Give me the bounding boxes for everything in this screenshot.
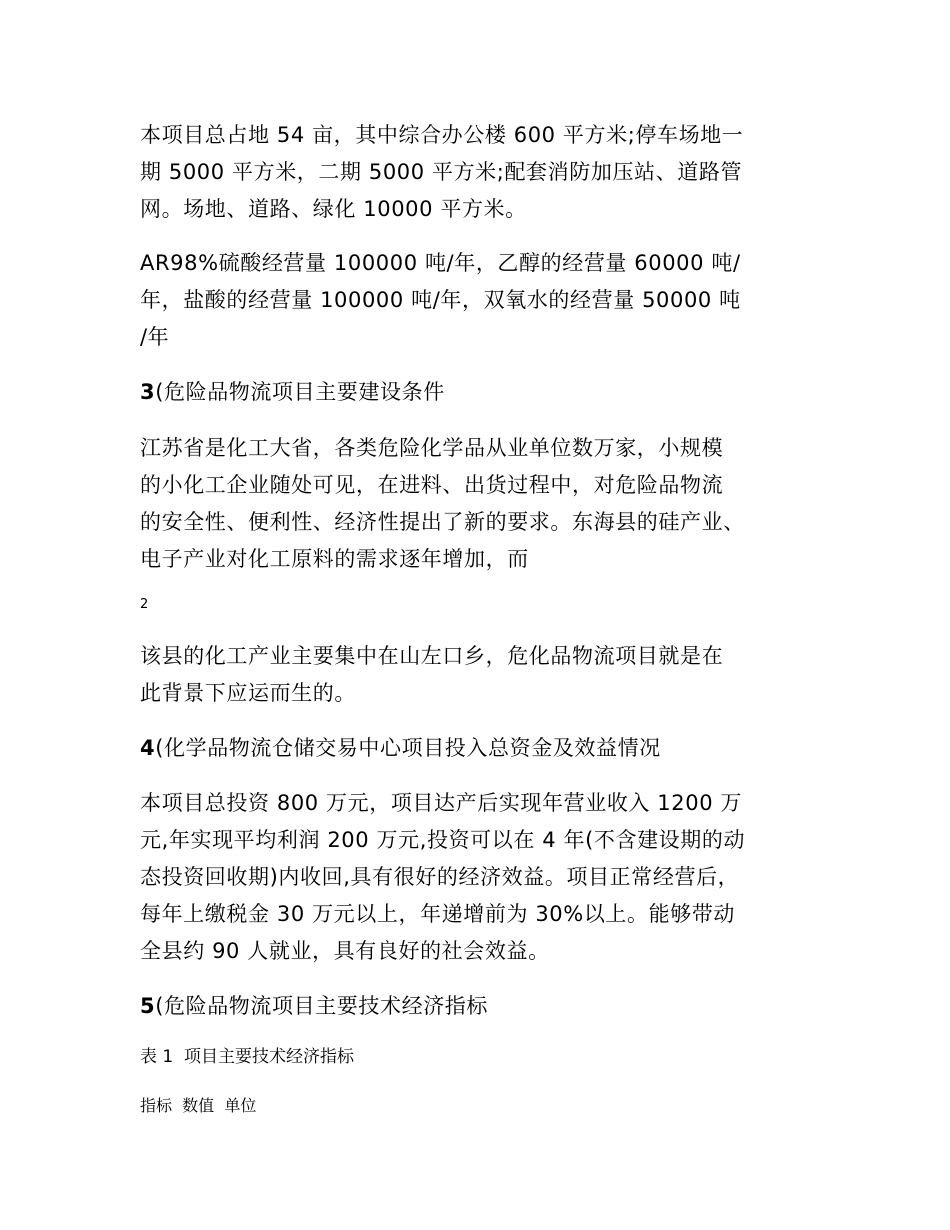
text-line: 电子产业对化工原料的需求逐年增加，而: [140, 547, 529, 571]
text-line: /年: [140, 325, 170, 349]
section-number: 3: [140, 380, 156, 404]
section-number: 4: [140, 736, 156, 760]
text-line: 本项目总占地 54 亩，其中综合办公楼 600 平方米;停车场地一: [140, 123, 744, 147]
text-line: 态投资回收期)内收回,具有很好的经济效益。项目正常经营后，: [140, 865, 740, 889]
table-header-row: 指标 数值 单位: [140, 1096, 257, 1115]
page-number: 2: [140, 597, 149, 612]
paragraph-land-area: [140, 117, 820, 228]
text-line: 此背景下应运而生的。: [140, 681, 356, 705]
text-line: 江苏省是化工大省，各类危险化学品从业单位数万家，小规模: [140, 436, 724, 460]
paragraph-industry-background: [140, 638, 820, 712]
text-line: 该县的化工产业主要集中在山左口乡，危化品物流项目就是在: [140, 644, 724, 668]
table-caption: 表 1 项目主要技术经济指标: [140, 1047, 355, 1067]
text-line: 期 5000 平方米，二期 5000 平方米;配套消防加压站、道路管: [140, 160, 743, 184]
text-line: 网。场地、道路、绿化 10000 平方米。: [140, 197, 527, 221]
paragraph-business-volume: [140, 245, 820, 356]
text-line: 本项目总投资 800 万元，项目达产后实现年营业收入 1200 万: [140, 791, 743, 815]
paragraph-investment-benefits: [140, 785, 820, 970]
text-line: 全县约 90 人就业，具有良好的社会效益。: [140, 939, 550, 963]
section-title: (化学品物流仓储交易中心项目投入总资金及效益情况: [155, 736, 661, 760]
text-line: 的安全性、便利性、经济性提出了新的要求。东海县的硅产业、: [140, 510, 745, 534]
paragraph-construction-conditions: [140, 430, 820, 578]
section-title: (危险品物流项目主要建设条件: [155, 380, 445, 404]
text-line: 的小化工企业随处可见，在进料、出货过程中，对危险品物流: [140, 473, 724, 497]
text-line: 年，盐酸的经营量 100000 吨/年，双氧水的经营量 50000 吨: [140, 288, 741, 312]
text-line: 元,年实现平均利润 200 万元,投资可以在 4 年(不含建设期的动: [140, 828, 746, 852]
section-heading-3: [140, 374, 820, 411]
section-heading-4: [140, 730, 820, 767]
text-line: AR98%硫酸经营量 100000 吨/年，乙醇的经营量 60000 吨/: [140, 251, 741, 275]
section-number: 5: [140, 994, 156, 1018]
section-heading-5: [140, 988, 820, 1025]
section-title: (危险品物流项目主要技术经济指标: [155, 994, 489, 1018]
text-line: 每年上缴税金 30 万元以上，年递增前为 30%以上。能够带动: [140, 902, 736, 926]
